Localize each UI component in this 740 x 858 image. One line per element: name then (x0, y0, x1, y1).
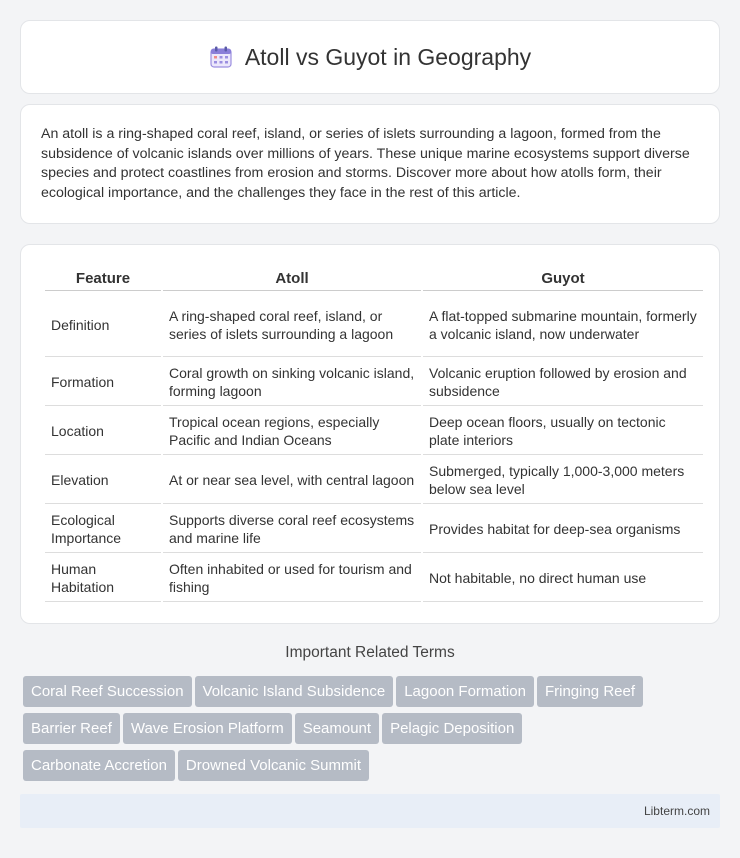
row-atoll: A ring-shaped coral reef, island, or series of islets surrounding a lagoon (163, 293, 421, 357)
comparison-card (20, 244, 720, 624)
comparison-table (43, 265, 705, 604)
row-atoll: Supports diverse coral reef ecosystems and marine life (163, 506, 421, 553)
row-guyot: Provides habitat for deep-sea organisms (423, 506, 703, 553)
row-feature: Definition (45, 293, 161, 357)
intro-text: An atoll is a ring-shaped coral reef, island, or series of islets surrounding a lagoon, formed from the subsidence of volcanic islands over millions of years. These unique marine ecosystems support diverse species and protect coastlines from erosion and storms. Discover more about how atolls form, their ecological importance, and the challenges they face in the rest of this article. (41, 126, 690, 201)
term-tag[interactable]: Fringing Reef (537, 676, 643, 707)
header-guyot: Guyot (423, 267, 703, 291)
row-guyot: A flat-topped submarine mountain, formerly a volcanic island, now underwater (423, 293, 703, 357)
row-atoll: Tropical ocean regions, especially Pacific and Indian Oceans (163, 408, 421, 455)
title-card (20, 20, 720, 94)
row-guyot: Not habitable, no direct human use (423, 555, 703, 602)
row-atoll: At or near sea level, with central lagoon (163, 457, 421, 504)
page-title: Atoll vs Guyot in Geography (244, 43, 532, 70)
row-guyot: Submerged, typically 1,000-3,000 meters below sea level (423, 457, 703, 504)
intro-card (20, 104, 720, 224)
term-tag[interactable]: Drowned Volcanic Summit (178, 750, 369, 781)
row-guyot: Volcanic eruption followed by erosion and subsidence (423, 359, 703, 406)
table-header-row (45, 267, 703, 291)
row-atoll: Often inhabited or used for tourism and fishing (163, 555, 421, 602)
term-tag[interactable]: Wave Erosion Platform (123, 713, 292, 744)
row-atoll: Coral growth on sinking volcanic island, forming lagoon (163, 359, 421, 406)
table-row (45, 359, 703, 406)
table-row (45, 506, 703, 553)
row-feature: Ecological Importance (45, 506, 161, 553)
row-feature: Human Habitation (45, 555, 161, 602)
footer-link[interactable]: Libterm.com (643, 804, 710, 818)
term-tag[interactable]: Coral Reef Succession (23, 676, 192, 707)
term-tag[interactable]: Lagoon Formation (396, 676, 534, 707)
row-feature: Elevation (45, 457, 161, 504)
term-tag[interactable]: Carbonate Accretion (23, 750, 175, 781)
table-row (45, 457, 703, 504)
row-guyot: Deep ocean floors, usually on tectonic plate interiors (423, 408, 703, 455)
table-row (45, 555, 703, 602)
term-tag[interactable]: Volcanic Island Subsidence (195, 676, 394, 707)
row-feature: Formation (45, 359, 161, 406)
row-feature: Location (45, 408, 161, 455)
calendar-icon (209, 45, 233, 69)
term-tag[interactable]: Pelagic Deposition (382, 713, 522, 744)
footer (20, 794, 720, 828)
header-atoll: Atoll (163, 267, 421, 291)
related-terms-list (23, 676, 723, 787)
table-row (45, 293, 703, 357)
related-terms-title: Important Related Terms (285, 644, 455, 661)
table-row (45, 408, 703, 455)
term-tag[interactable]: Seamount (295, 713, 379, 744)
term-tag[interactable]: Barrier Reef (23, 713, 120, 744)
header-feature: Feature (45, 267, 161, 291)
